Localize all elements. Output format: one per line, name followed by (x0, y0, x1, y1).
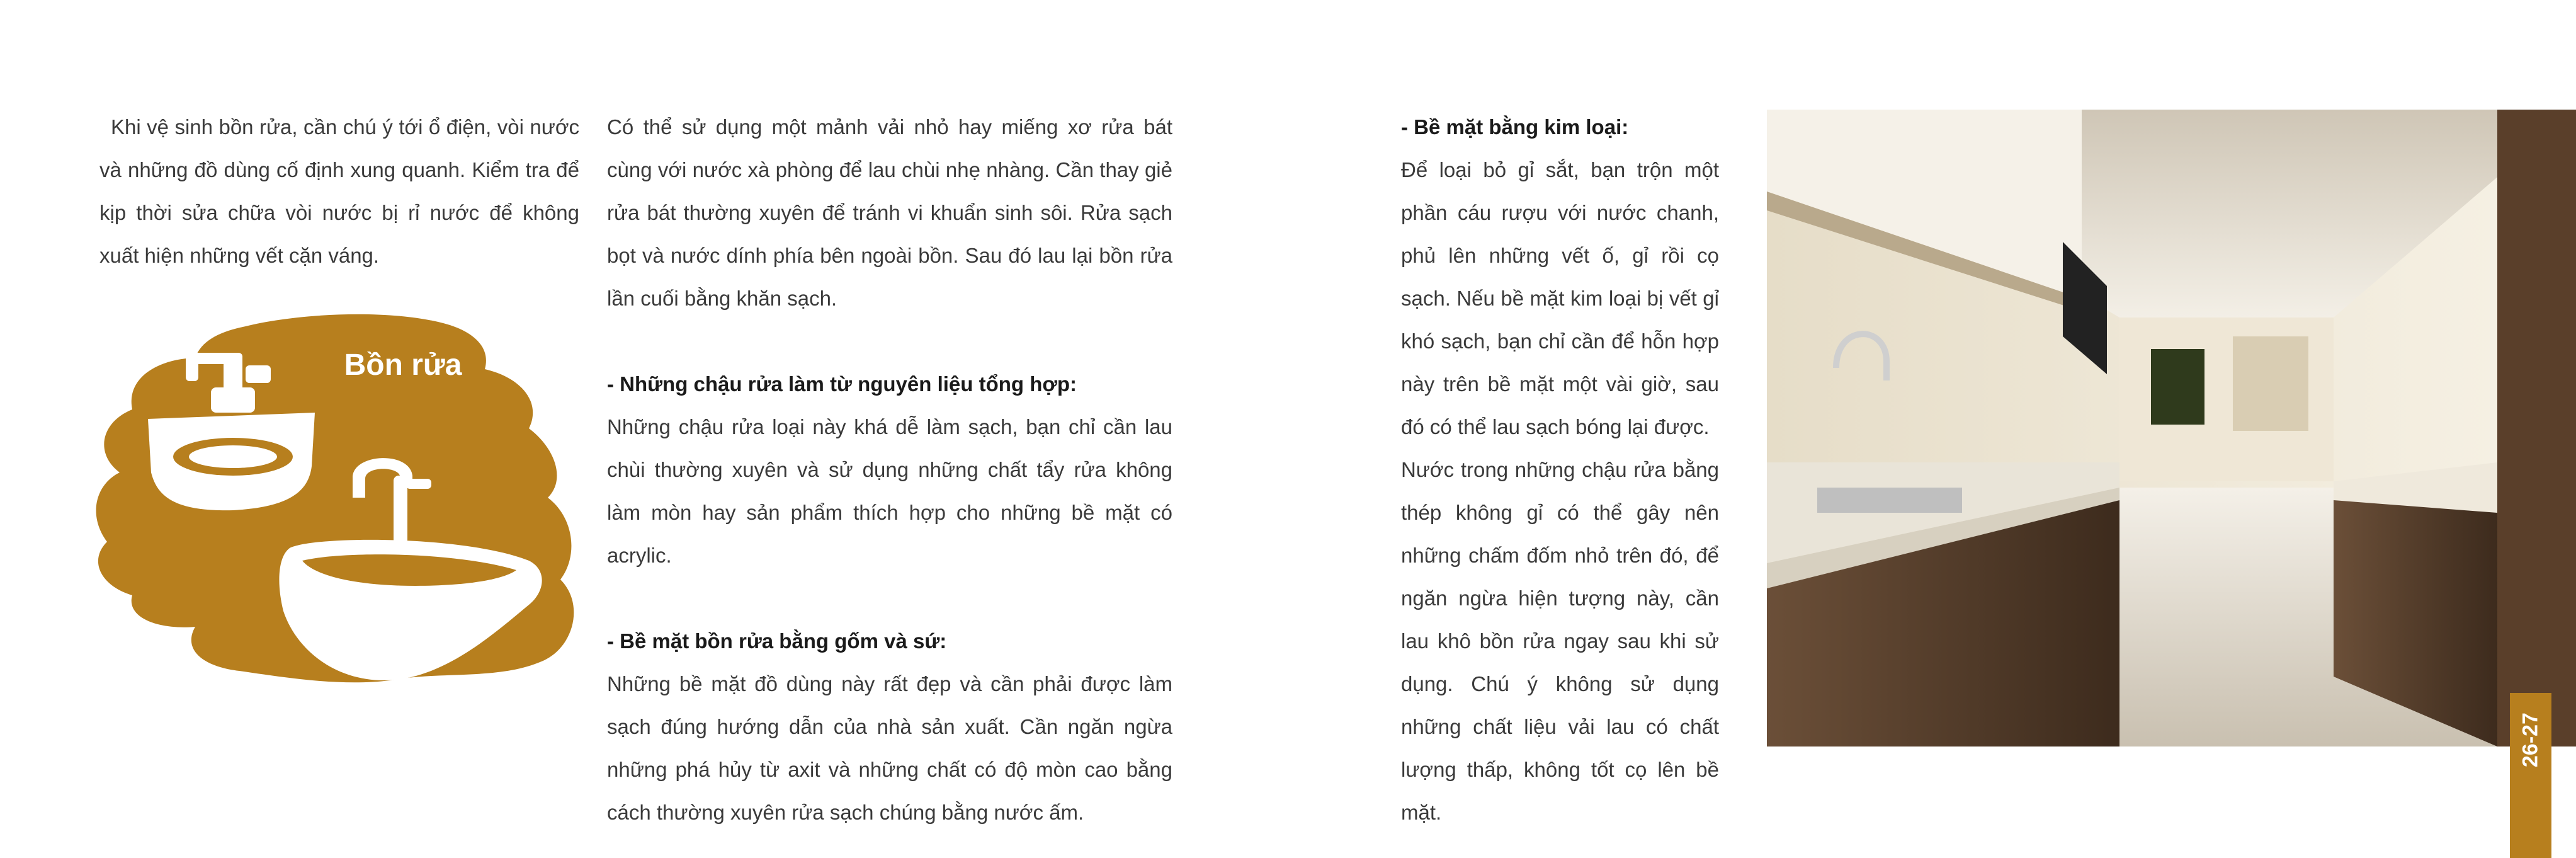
sink-illustration-icon (88, 309, 579, 687)
illustration-label: Bồn rửa (344, 348, 462, 382)
basin-icon (148, 413, 315, 510)
synthetic-sink-body: Những chậu rửa loại này khá dễ làm sạch, bạn chỉ cần lau chùi thường xuyên và sử dụng những chất tẩy rửa không làm mòn hay sản phẩm thích hợp cho những bề mặt có acrylic. (607, 415, 1172, 567)
page-number: 26-27 (2518, 712, 2543, 768)
cleaning-column (607, 106, 1172, 834)
metal-column (1401, 106, 1719, 834)
metal-surface-para2: Nước trong những chậu rửa bằng thép không gỉ có thể gây nên những chấm đốm nhỏ trên đó, để ngăn ngừa hiện tượng này, cần lau khô bồn rửa ngay sau khi sử dụng. Chú ý không sử dụng những chất liệu vải lau có chất lượng thấp, không tốt cọ lên bề mặt. (1401, 458, 1719, 824)
kitchen-photo (1767, 110, 2576, 746)
metal-surface-heading: - Bề mặt bằng kim loại: (1401, 115, 1629, 139)
metal-surface-para1: Để loại bỏ gỉ sắt, bạn trộn một phần cáu rượu với nước chanh, phủ lên những vết ố, gỉ rồi cọ sạch. Nếu bề mặt kim loại bị vết gỉ khó sạch, bạn chỉ cần để hỗn hợp này trên bề mặt một vài giờ, sau đó có thể lau sạch bóng lại được. (1401, 158, 1719, 438)
intro-column (99, 106, 579, 277)
ceramic-sink-heading: - Bề mặt bồn rửa bằng gốm và sứ: (607, 629, 947, 653)
ceramic-sink-body: Những bề mặt đồ dùng này rất đẹp và cần phải được làm sạch đúng hướng dẫn của nhà sản xuất. Cần ngăn ngừa những phá hủy từ axit và những chất có độ mòn cao bằng cách thường xuyên rửa sạch chúng bằng nước ấm. (607, 672, 1172, 824)
cleaning-intro: Có thể sử dụng một mảnh vải nhỏ hay miếng xơ rửa bát cùng với nước xà phòng để lau chùi nhẹ nhàng. Cần thay giẻ rửa bát thường xuyên để tránh vi khuẩn sinh sôi. Rửa sạch bọt và nước dính phía bên ngoài bồn. Sau đó lau lại bồn rửa lần cuối bằng khăn sạch. (607, 115, 1172, 310)
intro-paragraph: Khi vệ sinh bồn rửa, cần chú ý tới ổ điện, vòi nước và những đồ dùng cố định xung quanh. Kiểm tra để kịp thời sửa chữa vòi nước bị rỉ nước để không xuất hiện những vết cặn váng. (99, 115, 579, 267)
synthetic-sink-heading: - Những chậu rửa làm từ nguyên liệu tổng hợp: (607, 372, 1077, 396)
